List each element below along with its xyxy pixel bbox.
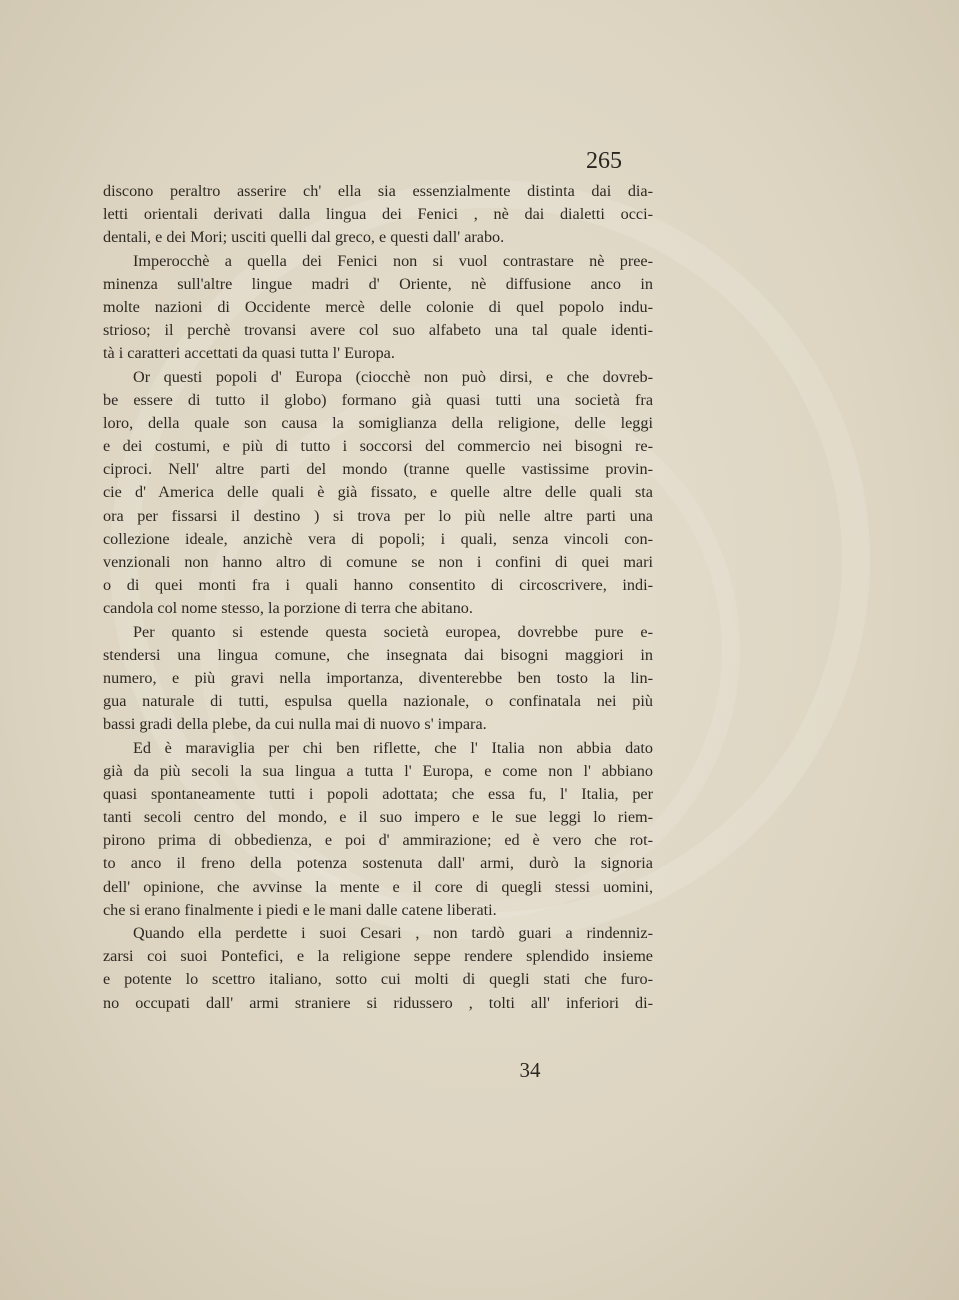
text-line: loro, della quale son causa la somiglianza della religione, delle leggi bbox=[103, 413, 653, 432]
text-line: zarsi coi suoi Pontefici, e la religione seppe rendere splendido insieme bbox=[103, 947, 653, 966]
text-line: tà i caratteri accettati da quasi tutta l' Europa. bbox=[103, 344, 395, 363]
text-line: ora per fissarsi il destino ) si trova per lo più nelle altre parti una bbox=[103, 506, 653, 525]
text-line: be essere di tutto il globo) formano già quasi tutti una società fra bbox=[103, 390, 653, 409]
text-line: e potente lo scettro italiano, sotto cui molti di quegli stati che furo- bbox=[103, 970, 653, 989]
text-line: ciproci. Nell' altre parti del mondo (tranne quelle vastissime provin- bbox=[103, 460, 653, 479]
text-line: cie d' America delle quali è già fissato, e quelle altre delle quali sta bbox=[103, 483, 653, 502]
text-line: pirono prima di obbedienza, e poi d' ammirazione; ed è vero che rot- bbox=[103, 831, 653, 850]
text-line: o di quei monti fra i quali hanno consentito di circoscrivere, indi- bbox=[103, 576, 653, 595]
text-line: discono peraltro asserire ch' ella sia essenzialmente distinta dai dia- bbox=[103, 182, 653, 200]
signature-mark: 34 bbox=[519, 1058, 541, 1082]
paragraph bbox=[103, 737, 653, 923]
text-line: e dei costumi, e più di tutto i soccorsi del commercio nei bisogni re- bbox=[103, 437, 653, 456]
text-line: stendersi una lingua comune, che insegnata dai bisogni maggiori in bbox=[103, 645, 653, 664]
text-line: letti orientali derivati dalla lingua dei Fenici , nè dai dialetti occi- bbox=[103, 205, 653, 224]
text-line: Ed è maraviglia per chi ben riflette, che l' Italia non abbia dato bbox=[133, 738, 653, 757]
text-line: Or questi popoli d' Europa (ciocchè non può dirsi, e che dovreb- bbox=[133, 367, 653, 386]
text-line: collezione ideale, anzichè vera di popoli; i quali, senza vincoli con- bbox=[103, 529, 653, 548]
text-line: to anco il freno della potenza sostenuta dall' armi, durò la signoria bbox=[103, 854, 653, 873]
text-line: Per quanto si estende questa società europea, dovrebbe pure e- bbox=[133, 622, 653, 641]
text-line: dell' opinione, che avvinse la mente e il core di quegli stessi uomini, bbox=[103, 877, 653, 896]
paragraph bbox=[103, 250, 653, 366]
paragraph bbox=[103, 180, 653, 250]
body-text bbox=[103, 180, 653, 1015]
text-line: già da più secoli la sua lingua a tutta l' Europa, e come non l' abbiano bbox=[103, 761, 653, 780]
paragraph bbox=[103, 366, 653, 621]
text-line: che si erano finalmente i piedi e le mani dalle catene liberati. bbox=[103, 900, 497, 919]
text-line: strioso; il perchè trovansi avere col suo alfabeto una tal quale identi- bbox=[103, 321, 653, 340]
text-line: candola col nome stesso, la porzione di terra che abitano. bbox=[103, 599, 473, 618]
paragraph bbox=[103, 621, 653, 737]
text-line: Imperocchè a quella dei Fenici non si vuol contrastare nè pree- bbox=[133, 251, 653, 270]
paragraph bbox=[103, 922, 653, 1015]
text-line: molte nazioni di Occidente mercè delle colonie di quel popolo indu- bbox=[103, 297, 653, 316]
text-line: tanti secoli centro del mondo, e il suo impero e le sue leggi lo riem- bbox=[103, 808, 653, 827]
text-line: quasi spontaneamente tutti i popoli adottata; che essa fu, l' Italia, per bbox=[103, 784, 653, 803]
text-line: venzionali non hanno altro di comune se non i confini di quei mari bbox=[103, 553, 653, 571]
text-line: minenza sull'altre lingue madri d' Oriente, nè diffusione anco in bbox=[103, 274, 653, 293]
text-line: no occupati dall' armi straniere si ridussero , tolti all' inferiori di- bbox=[103, 993, 653, 1012]
text-line: bassi gradi della plebe, da cui nulla mai di nuovo s' impara. bbox=[103, 715, 487, 734]
text-line: gua naturale di tutti, espulsa quella nazionale, o confinatala nei più bbox=[103, 692, 653, 711]
text-line: Quando ella perdette i suoi Cesari , non tardò guari a rindenniz- bbox=[133, 924, 653, 942]
text-line: numero, e più gravi nella importanza, diventerebbe ben tosto la lin- bbox=[103, 668, 653, 687]
text-line: dentali, e dei Mori; usciti quelli dal greco, e questi dall' arabo. bbox=[103, 228, 505, 247]
page-number: 265 bbox=[586, 148, 622, 174]
